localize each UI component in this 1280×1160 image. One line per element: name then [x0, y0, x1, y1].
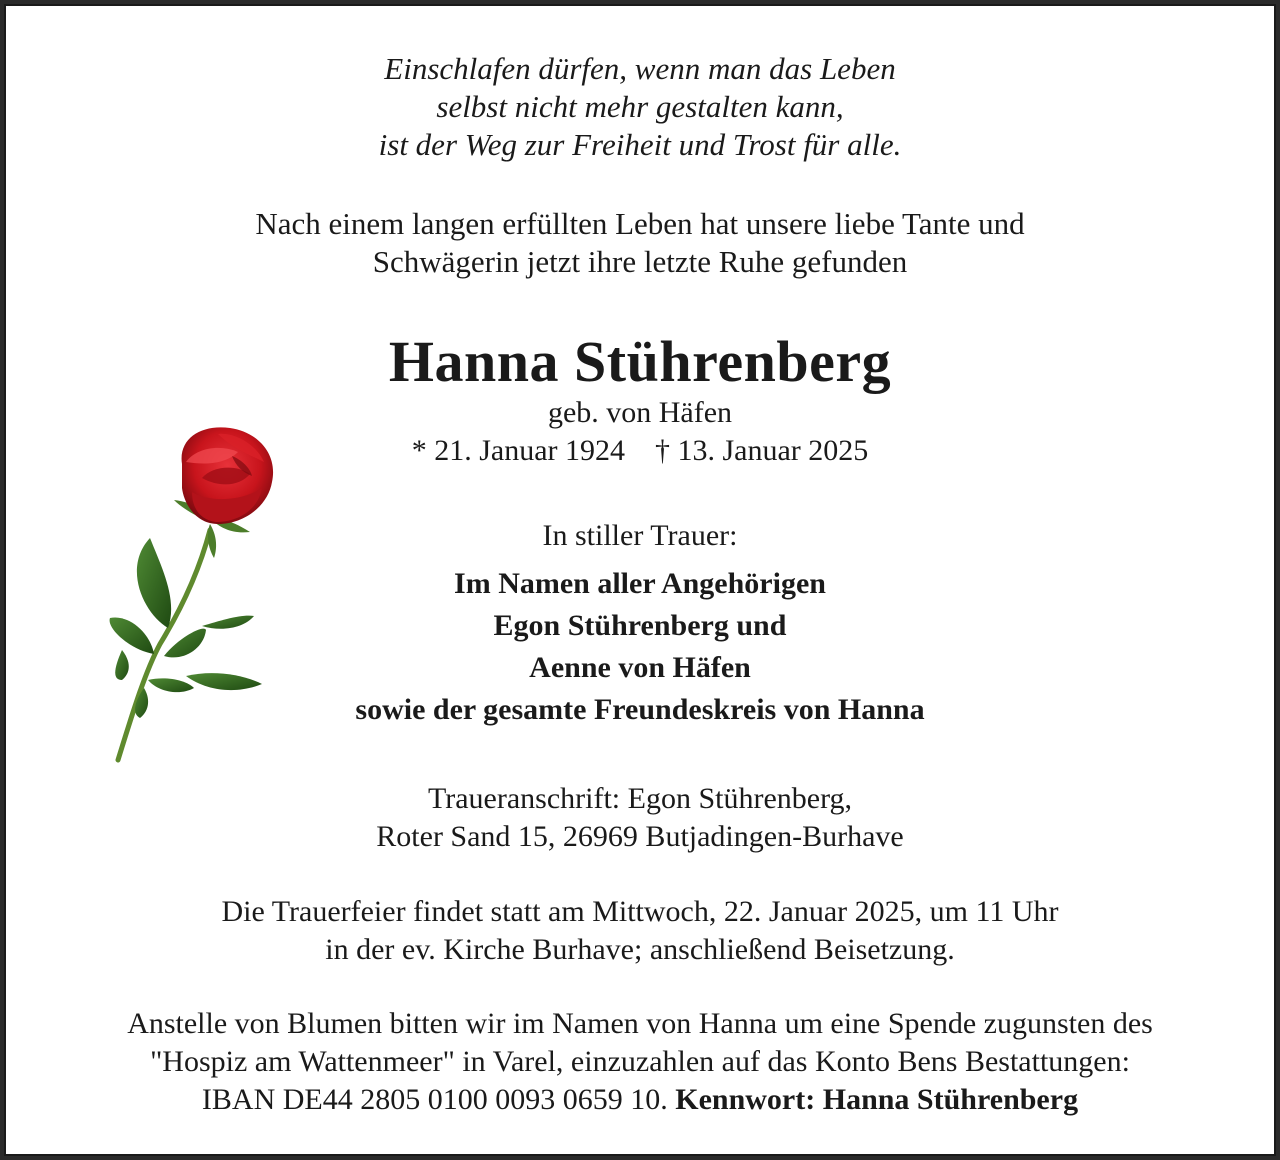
birth-date: * 21. Januar 1924 [411, 434, 625, 467]
poem-line-3: ist der Weg zur Freiheit und Trost für alle. [378, 127, 902, 162]
mourner-line-3: Aenne von Häfen [529, 651, 751, 684]
mourner-line-4: sowie der gesamte Freundeskreis von Hanna [355, 693, 925, 726]
service-line-2: in der ev. Kirche Burhave; anschließend Beisetzung. [325, 933, 955, 966]
donation-line-1: Anstelle von Blumen bitten wir im Namen von Hanna um eine Spende zugunsten des [127, 1007, 1153, 1040]
poem-line-1: Einschlafen dürfen, wenn man das Leben [384, 51, 896, 86]
address-line-2: Roter Sand 15, 26969 Butjadingen-Burhave [376, 820, 904, 853]
obituary-notice [4, 4, 1276, 1156]
deceased-name: Hanna Stührenberg [388, 329, 892, 394]
poem-line-2: selbst nicht mehr gestalten kann, [436, 89, 844, 124]
donation-line-3 [6, 1085, 1274, 1115]
iban: IBAN DE44 2805 0100 0093 0659 10. [201, 1083, 668, 1116]
intro-line-2: Schwägerin jetzt ihre letzte Ruhe gefunden [372, 244, 908, 279]
red-rose-icon [82, 418, 282, 768]
service-line-1: Die Trauerfeier findet statt am Mittwoch, 22. Januar 2025, um 11 Uhr [221, 895, 1059, 928]
mourner-line-2: Egon Stührenberg und [493, 609, 787, 642]
intro-line-1: Nach einem langen erfüllten Leben hat unsere liebe Tante und [255, 206, 1025, 241]
death-date: † 13. Januar 2025 [655, 434, 869, 467]
mourning-heading: In stiller Trauer: [542, 519, 738, 552]
mourner-line-1: Im Namen aller Angehörigen [454, 567, 826, 600]
address-line-1: Traueranschrift: Egon Stührenberg, [427, 782, 853, 815]
donation-keyword: Kennwort: Hanna Stührenberg [675, 1083, 1079, 1116]
maiden-name: geb. von Häfen [547, 396, 733, 429]
donation-line-2: "Hospiz am Wattenmeer" in Varel, einzuzahlen auf das Konto Bens Bestattungen: [150, 1045, 1130, 1078]
